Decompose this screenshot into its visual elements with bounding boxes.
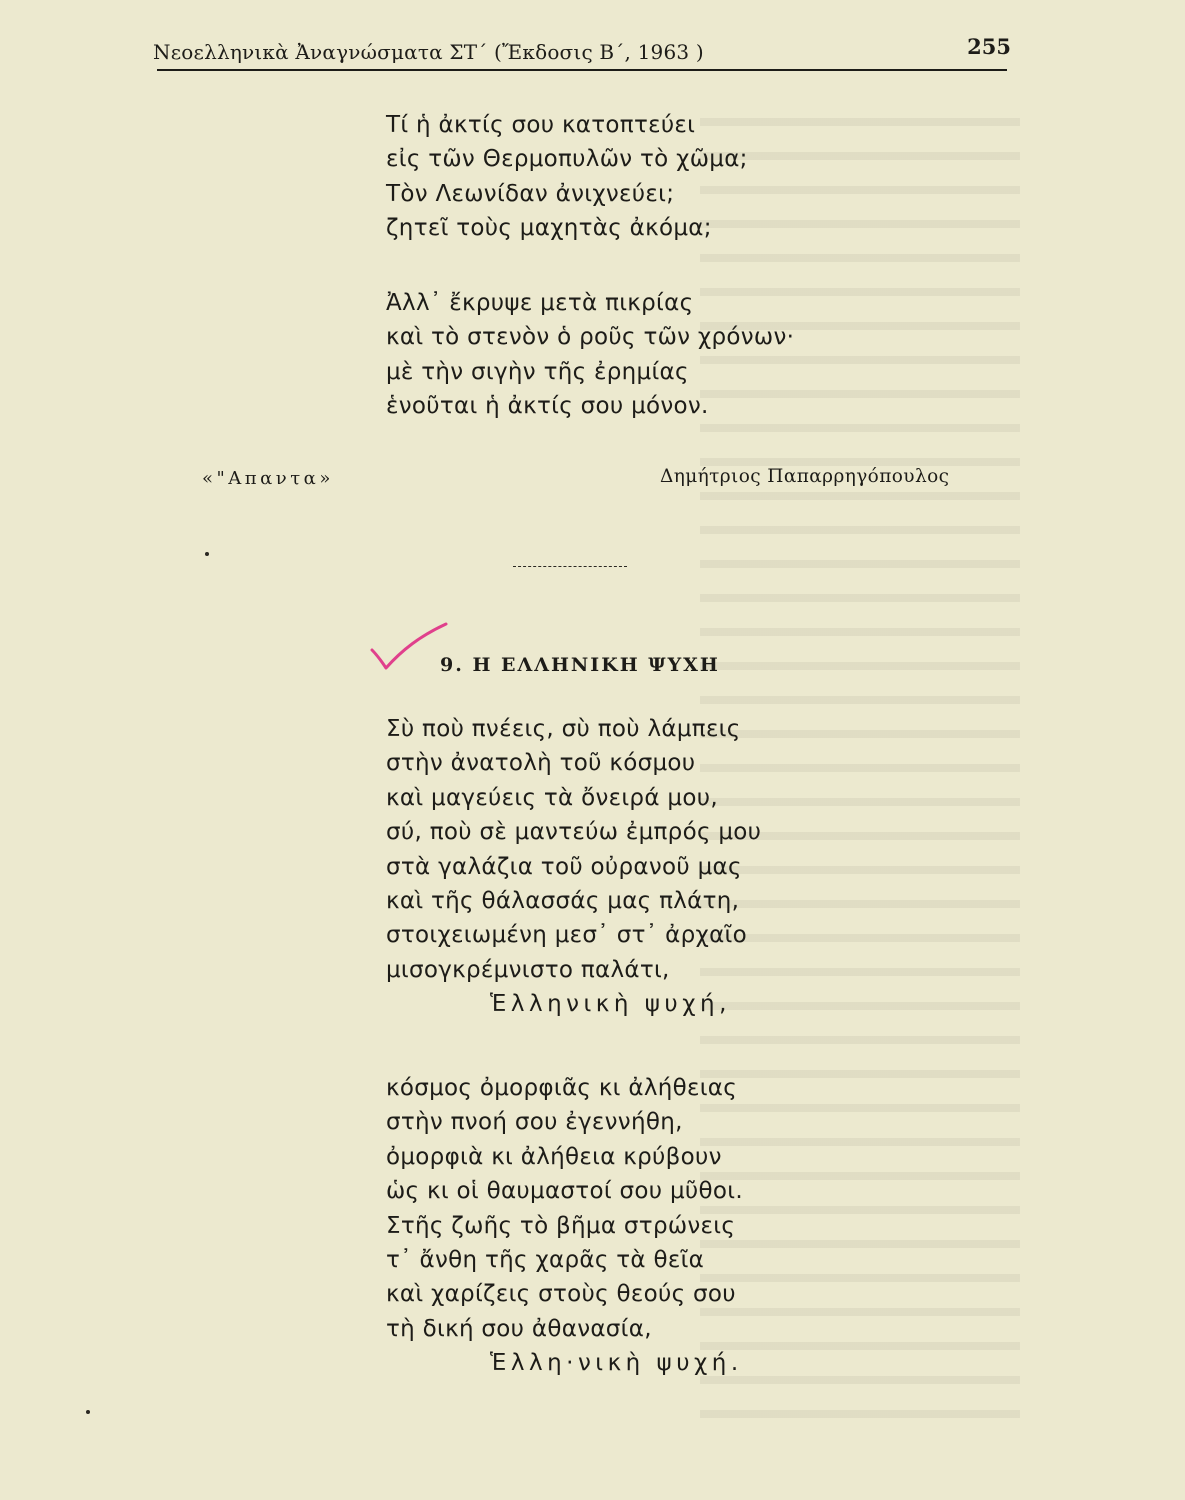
poem-main-stanza-2 xyxy=(386,1071,743,1381)
poem-line: εἰς τῶν Θερμοπυλῶν τὸ χῶμα; xyxy=(386,146,748,173)
poem-line: Σὺ ποὺ πνέεις, σὺ ποὺ λάμπεις xyxy=(386,716,741,742)
poem-main-stanza-1 xyxy=(386,712,761,1022)
poem-line: στὴν ἀνατολὴ τοῦ κόσμου xyxy=(386,750,696,777)
poem-line: μισογκρέμνιστο παλάτι, xyxy=(386,956,670,983)
poem-refrain: Ἑλληνικὴ ψυχή, xyxy=(490,991,731,1018)
running-header-title: Νεοελληνικὰ Ἀναγνώσματα ΣΤ΄ (Ἔκδοσις Β΄, 1963 ) xyxy=(153,40,704,64)
poem-refrain: Ἑλλη·νικὴ ψυχή. xyxy=(490,1350,743,1377)
section-divider xyxy=(513,566,627,567)
poem-source: «"Απαντα» xyxy=(202,468,334,489)
poem-line: σύ, ποὺ σὲ μαντεύω ἐμπρός μου xyxy=(386,819,762,846)
page-number: 255 xyxy=(967,34,1011,59)
header-rule xyxy=(157,69,1007,71)
poem-line: μὲ τὴν σιγὴν τῆς ἐρημίας xyxy=(386,358,689,385)
poem-line: Στῆς ζωῆς τὸ βῆμα στρώνεις xyxy=(386,1212,736,1239)
ink-speck xyxy=(205,552,209,556)
poem-author: Δημήτριος Παπαρρηγόπουλος xyxy=(660,466,950,487)
poem-line: στὴν πνοή σου ἐγεννήθη, xyxy=(386,1109,683,1136)
poem-top-stanza-2 xyxy=(386,286,794,424)
poem-line: ὀμορφιὰ κι ἀλήθεια κρύβουν xyxy=(386,1143,722,1170)
poem-line: στοιχειωμένη μεσ᾽ στ᾽ ἀρχαῖο xyxy=(386,922,747,949)
poem-line: Ἀλλ᾽ ἔκρυψε μετὰ πικρίας xyxy=(386,290,694,316)
section-title: 9. Η ΕΛΛΗΝΙΚΗ ΨΥΧΗ xyxy=(440,654,720,676)
poem-line: στὰ γαλάζια τοῦ οὐρανοῦ μας xyxy=(386,853,742,880)
poem-line: καὶ μαγεύεις τὰ ὄνειρά μου, xyxy=(386,784,718,811)
poem-line: Τί ἡ ἀκτίς σου κατοπτεύει xyxy=(386,112,696,138)
poem-line: ἑνοῦται ἡ ἀκτίς σου μόνον. xyxy=(386,393,709,420)
poem-line: ὡς κι οἱ θαυμαστοί σου μῦθοι. xyxy=(386,1178,743,1205)
poem-line: τ᾽ ἄνθη τῆς χαρᾶς τὰ θεῖα xyxy=(386,1247,705,1274)
poem-line: ζητεῖ τοὺς μαχητὰς ἀκόμα; xyxy=(386,215,712,242)
poem-line: καὶ τὸ στενὸν ὁ ροῦς τῶν χρόνων· xyxy=(386,324,795,351)
ink-speck xyxy=(86,1410,90,1414)
poem-line: καὶ χαρίζεις στοὺς θεούς σου xyxy=(386,1281,736,1308)
running-header xyxy=(153,34,1013,68)
poem-line: καὶ τῆς θάλασσάς μας πλάτη, xyxy=(386,888,740,915)
poem-line: Τὸν Λεωνίδαν ἀνιχνεύει; xyxy=(386,180,675,207)
poem-line: τὴ δική σου ἀθανασία, xyxy=(386,1315,652,1342)
poem-line: κόσμος ὀμορφιᾶς κι ἀλήθειας xyxy=(386,1075,738,1101)
poem-top-stanza-1 xyxy=(386,108,748,246)
